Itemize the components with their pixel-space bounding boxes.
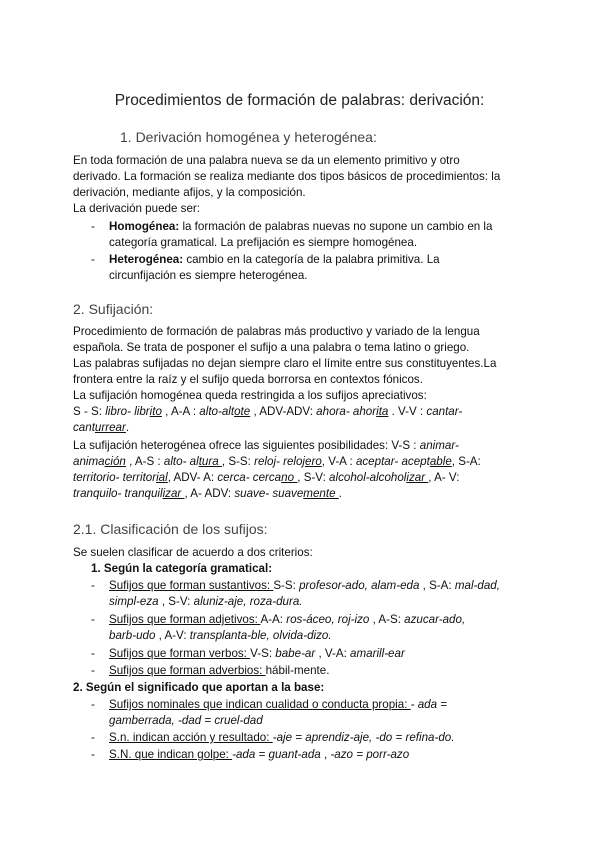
paragraph-line: En toda formación de una palabra nueva se da un elemento primitivo y otro [73,154,460,167]
example: -aje = aprendiz-aje, -do = refina-do. [272,731,455,744]
paragraph-line [73,471,459,485]
text: , A-V: [155,629,190,642]
example: ros-áceo, roj-izo [286,613,370,626]
text: , V-A : [321,455,356,468]
criterion-heading [91,562,272,576]
list-item [109,748,409,762]
list-item [109,698,447,712]
page-title: Procedimientos de formación de palabras: derivación: [114,92,485,109]
paragraph-line: derivado. La formación se realiza mediante dos tipos básicos de procedimientos: la [73,170,501,183]
list-item [109,220,492,234]
bullet-dash: - [91,253,95,266]
text: , A-A : [161,405,200,418]
example: barb-udo [109,629,156,642]
list-item [109,647,405,661]
paragraph-line: Las palabras sufijadas no dejan siempre claro el límite entre sus constituyentes.La [73,357,497,370]
suffix: izar [406,471,429,484]
list-item [109,613,465,627]
paragraph-line: La sufijación homogénea queda restringida a los sufijos apreciativos: [73,389,427,402]
section-heading-1: 1. Derivación homogénea y heterogénea: [120,129,377,145]
suffix: ita [376,405,389,418]
bullet-dash: - [91,579,95,592]
list-item-cont: circunfijación es siempre heterogénea. [109,269,308,282]
term: Heterogénea: [109,253,184,266]
criterion-text: 2. Según el significado que aportan a la base: [73,681,325,694]
example: gamberrada, -dad = cruel-dad [109,714,263,727]
list-item [109,579,500,593]
example: aluniz-aje, roza-dura. [193,595,303,608]
example: -azo = porr-azo [330,748,410,761]
paragraph-line [73,487,342,501]
bullet-dash: - [91,731,95,744]
bullet-dash: - [91,613,95,626]
example: tranquilo- tranquil [73,487,163,500]
list-item-cont [109,714,263,728]
bullet-dash: - [91,748,95,761]
suffix: no [281,471,298,484]
example: cerca- cerca [217,471,282,484]
text: , A- V: [428,471,460,484]
suffix: ción [104,455,126,468]
text: . V-V : [388,405,427,418]
section-heading-2-1: 2.1. Clasificación de los sufijos: [73,521,268,537]
text: , S-S: [221,455,255,468]
suffix: ito [149,405,162,418]
text: , ADV- A: [167,471,218,484]
category: Sufijos que forman adjetivos: [109,613,261,626]
example: cant [73,421,95,434]
example: aceptar- acept [355,455,430,468]
criterion-text: 1. Según la categoría gramatical: [91,562,273,575]
example: simpl-eza [109,595,159,608]
example: mal-dad, [454,579,500,592]
text: S-S: [273,579,300,592]
bullet-dash: - [91,220,95,233]
text: A-A: [260,613,287,626]
paragraph-line [73,439,459,453]
category: Sufijos que forman adverbios: [109,664,266,677]
section-heading-2: 2. Sufijación: [73,301,154,317]
text: , V-A: [315,647,351,660]
example: profesor-ado, alam-eda [299,579,420,592]
suffix: ote [234,405,251,418]
list-item [109,664,329,678]
suffix: able [429,455,452,468]
paragraph-line: frontera entre la raíz y el sufijo queda borrorsa en contextos fónicos. [73,373,423,386]
text: La sufijación heterogénea ofrece las siguientes posibilidades: V-S : [73,439,420,452]
paragraph-line: La derivación puede ser: [73,202,200,215]
category: S.N. que indican golpe: [109,748,233,761]
bullet-dash: - [91,664,95,677]
list-text: cambio en la categoría de la palabra primitiva. La [183,253,440,266]
text: S - S: [73,405,106,418]
example: cantar- [426,405,463,418]
example: transplanta-ble, olvida-dizo. [189,629,332,642]
text: , S-A: [419,579,455,592]
example: alto- al [163,455,199,468]
bullet-dash: - [91,698,95,711]
text: , S-V: [158,595,194,608]
text: , A-S : [125,455,164,468]
example: babe-ar [275,647,316,660]
example: suave- suave [234,487,304,500]
example: alto-alt [199,405,235,418]
bullet-dash: - [91,647,95,660]
text: , [320,748,331,761]
list-item [109,731,454,745]
example: territorio- territor [73,471,157,484]
list-text: la formación de palabras nuevas no supone un cambio en la [179,220,493,233]
suffix: izar [162,487,185,500]
category: Sufijos que forman sustantivos: [109,579,274,592]
text: . [338,487,342,500]
criterion-heading [73,681,324,695]
example: amarill-ear [350,647,405,660]
example: alcohol-alcohol [329,471,407,484]
paragraph-line: Procedimiento de formación de palabras más productivo y variado de la lengua [73,325,480,338]
paragraph-line [73,405,462,419]
paragraph-line [73,455,481,469]
text: hábil-mente. [265,664,330,677]
text: , ADV-ADV: [250,405,317,418]
text: , S-A: [451,455,481,468]
paragraph-line [73,421,129,435]
paragraph-line: española. Se trata de posponer el sufijo a una palabra o tema latino o griego. [73,341,470,354]
text: V-S: [250,647,276,660]
suffix: urrear [94,421,126,434]
example: -ada = guant-ada [232,748,321,761]
text: , A-S: [369,613,405,626]
example: anima [73,455,105,468]
example: reloj- reloj [254,455,306,468]
category: Sufijos nominales que indican cualidad o conducta propia: [109,698,411,711]
list-item-cont [109,595,303,609]
example: azucar-ado, [404,613,466,626]
paragraph-line: derivación, mediante afijos, y la composición. [73,186,306,199]
text: , S-V: [297,471,330,484]
suffix: tura [198,455,222,468]
list-item [109,253,440,267]
example: - ada = [410,698,448,711]
list-item-cont: categoría gramatical. La prefijación es siempre homogénea. [109,236,418,249]
text: . [125,421,130,434]
paragraph-line: Se suelen clasificar de acuerdo a dos criterios: [73,546,313,559]
suffix: mente [303,487,339,500]
category: Sufijos que forman verbos: [109,647,251,660]
suffix: ero [305,455,322,468]
text: , A- ADV: [184,487,235,500]
example: libro- libr [105,405,150,418]
example: ahora- ahor [316,405,377,418]
category: S.n. indican acción y resultado: [109,731,273,744]
term: Homogénea: [109,220,180,233]
example: animar- [419,439,459,452]
suffix: ial [156,471,168,484]
list-item-cont [109,629,332,643]
